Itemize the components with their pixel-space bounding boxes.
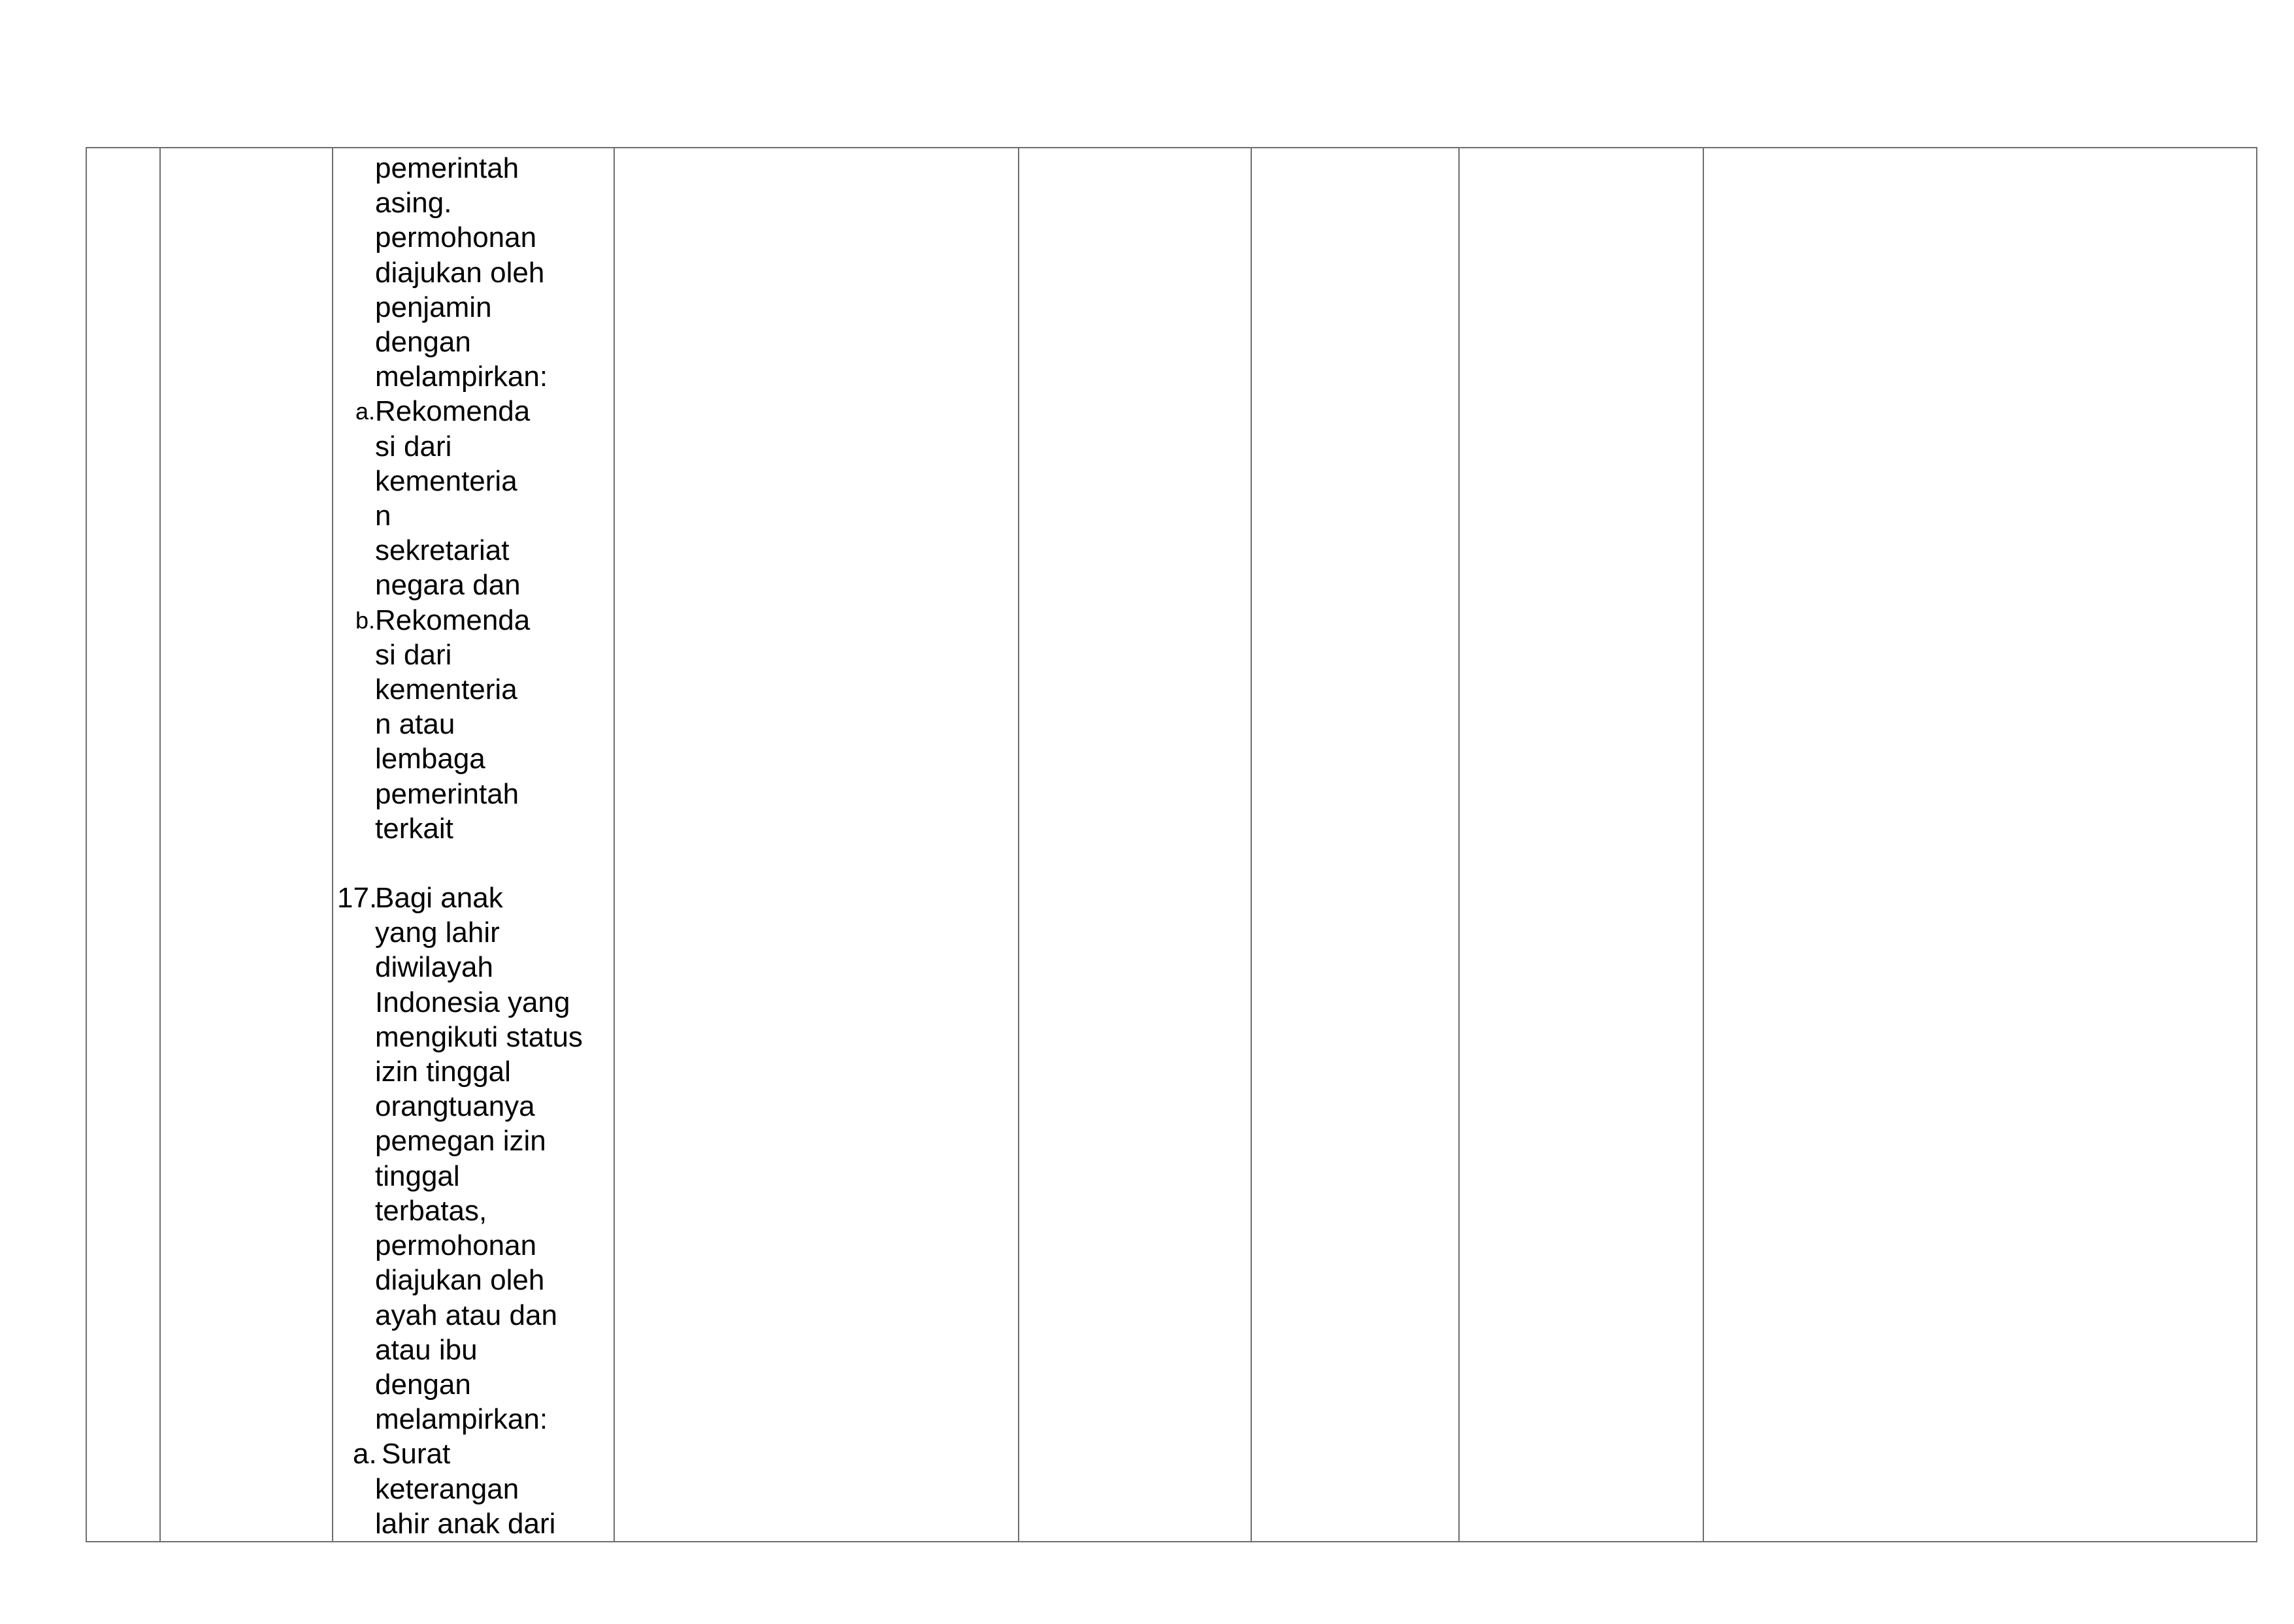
text-line: Rekomenda <box>375 604 531 636</box>
text-line: pemerintah <box>375 152 519 184</box>
requirements-intro <box>333 151 614 394</box>
text-line: permohonan <box>375 1229 537 1262</box>
text-line: dengan <box>375 1368 471 1401</box>
text-line: kementeria <box>375 464 517 497</box>
text-line: Rekomenda <box>375 395 531 428</box>
text-line: terbatas, <box>375 1194 487 1227</box>
text-line: pemerintah <box>375 777 519 810</box>
list-marker: a. <box>355 398 375 425</box>
cell-column-8 <box>1703 148 2257 1542</box>
list-marker: a. <box>353 1438 377 1470</box>
text-line: Indonesia yang <box>375 986 570 1018</box>
text-line: ayah atau dan <box>375 1299 557 1331</box>
text-line: Surat <box>382 1438 451 1470</box>
cell-column-6 <box>1251 148 1459 1542</box>
list-item-a <box>333 394 614 602</box>
text-line: melampirkan: <box>375 361 548 393</box>
text-line: izin tinggal <box>375 1056 511 1088</box>
text-line: lembaga <box>375 743 485 775</box>
text-line: n <box>375 500 391 532</box>
cell-requirements <box>333 148 614 1542</box>
text-line: mengikuti status <box>375 1020 583 1053</box>
cell-column-7 <box>1459 148 1703 1542</box>
text-line: diajukan oleh <box>375 256 545 289</box>
blank-line <box>333 846 614 881</box>
text-line: melampirkan: <box>375 1403 548 1436</box>
list-marker: 17. <box>337 882 378 915</box>
text-line: dengan <box>375 326 471 359</box>
text-line: penjamin <box>375 291 492 323</box>
text-line: pemegan izin <box>375 1125 546 1158</box>
text-line: sekretariat <box>375 534 510 567</box>
document-table <box>86 147 2257 1542</box>
cell-column-5 <box>1019 148 1251 1542</box>
text-line: keterangan <box>375 1472 519 1505</box>
text-line: terkait <box>375 812 453 845</box>
text-line: si dari <box>375 430 452 463</box>
cell-service <box>160 148 333 1542</box>
text-line: tinggal <box>375 1160 460 1192</box>
list-item-17 <box>333 881 614 1437</box>
text-line: negara dan <box>375 569 521 602</box>
text-line: diajukan oleh <box>375 1264 545 1297</box>
text-line: asing. <box>375 187 452 219</box>
text-line: lahir anak dari <box>375 1507 556 1540</box>
text-line: si dari <box>375 638 452 671</box>
text-line: Bagi anak <box>375 882 503 915</box>
text-line: kementeria <box>375 674 517 706</box>
text-line: atau ibu <box>375 1333 478 1366</box>
table-row <box>86 148 2257 1542</box>
cell-column-4 <box>614 148 1019 1542</box>
list-item-b <box>333 603 614 846</box>
text-line: yang lahir <box>375 917 500 949</box>
list-marker: b. <box>355 606 375 634</box>
list-item-17a <box>333 1437 614 1541</box>
text-line: diwilayah <box>375 951 493 984</box>
text-line: orangtuanya <box>375 1090 535 1123</box>
text-line: n atau <box>375 708 455 741</box>
cell-number <box>86 148 160 1542</box>
requirements-text <box>333 148 614 1541</box>
text-line: permohonan <box>375 221 537 254</box>
